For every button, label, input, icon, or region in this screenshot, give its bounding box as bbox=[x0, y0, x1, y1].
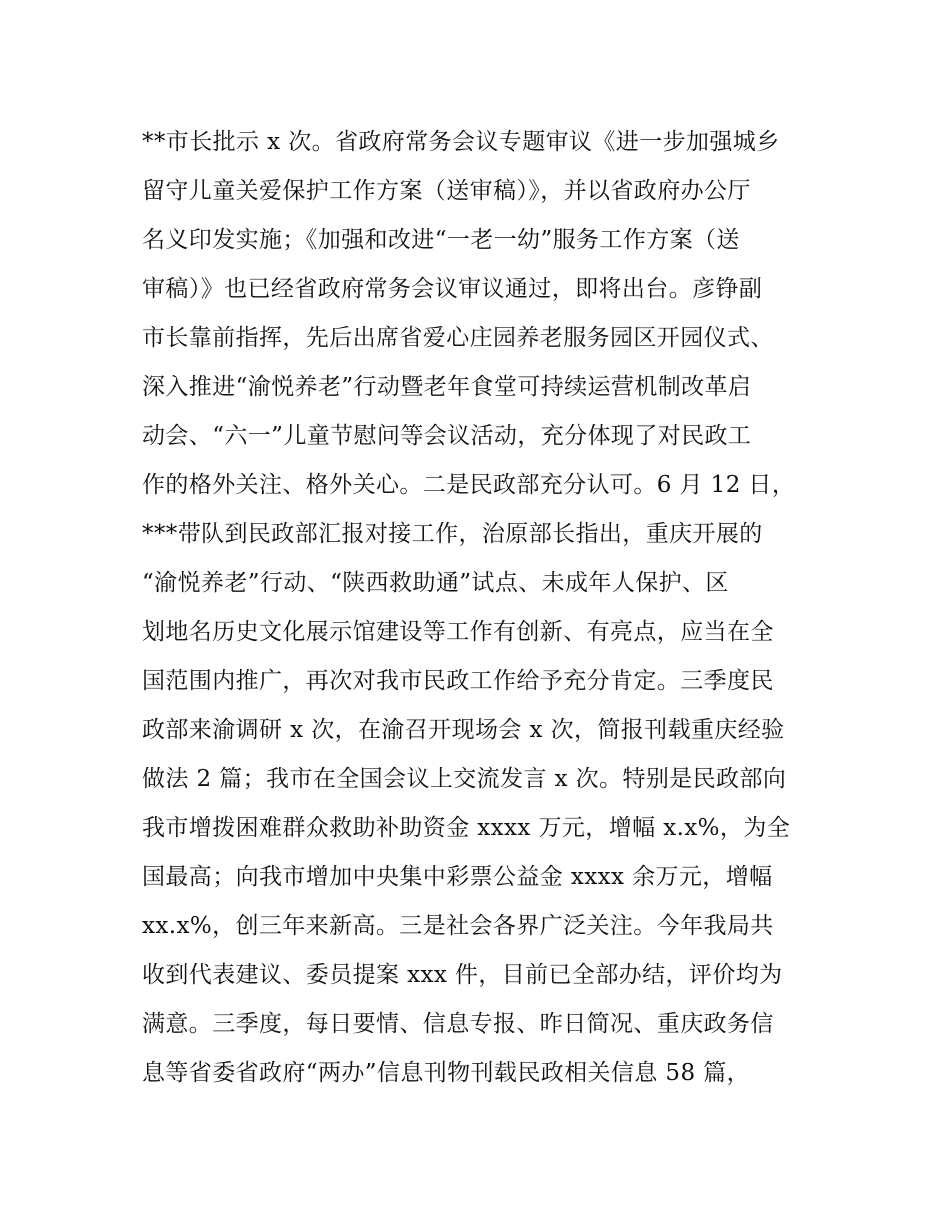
text-line: 我市增拨困难群众救助补助资金 xxxx 万元，增幅 x.x%，为全 bbox=[142, 815, 791, 841]
text-line: 收到代表建议、委员提案 xxx 件，目前已全部办结，评价均为 bbox=[142, 962, 783, 988]
text-line: **市长批示 x 次。省政府常务会议专题审议《进一步加强城乡 bbox=[142, 129, 780, 155]
text-line: 留守儿童关爱保护工作方案（送审稿）》，并以省政府办公厅 bbox=[142, 178, 751, 204]
text-line: 动会、“六一”儿童节慰问等会议活动，充分体现了对民政工 bbox=[142, 423, 752, 449]
body-paragraph bbox=[142, 118, 822, 1098]
text-line: 名义印发实施；《加强和改进“一老一幼”服务工作方案（送 bbox=[142, 227, 740, 253]
text-line: 息等省委省政府“两办”信息刊物刊载民政相关信息 58 篇， bbox=[142, 1060, 751, 1086]
text-line: 满意。三季度，每日要情、信息专报、昨日简况、重庆政务信 bbox=[142, 1011, 774, 1037]
text-line: 深入推进“渝悦养老”行动暨老年食堂可持续运营机制改革启 bbox=[142, 374, 752, 400]
text-line: 审稿）》也已经省政府常务会议审议通过，即将出台。彦铮副 bbox=[142, 276, 763, 302]
text-line: “渝悦养老”行动、“陕西救助通”试点、未成年人保护、区 bbox=[142, 570, 729, 596]
text-line: 市长靠前指挥，先后出席省爱心庄园养老服务园区开园仪式、 bbox=[142, 325, 774, 351]
text-line: 国最高；向我市增加中央集中彩票公益金 xxxx 余万元，增幅 bbox=[142, 864, 773, 890]
text-line: 政部来渝调研 x 次，在渝召开现场会 x 次，简报刊载重庆经验 bbox=[142, 717, 785, 743]
text-line: xx.x%，创三年来新高。三是社会各界广泛关注。今年我局共 bbox=[142, 913, 774, 939]
text-line: 划地名历史文化展示馆建设等工作有创新、有亮点，应当在全 bbox=[142, 619, 774, 645]
text-line: 国范围内推广，再次对我市民政工作给予充分肯定。三季度民 bbox=[142, 668, 774, 694]
text-line: ***带队到民政部汇报对接工作，治原部长指出，重庆开展的 bbox=[142, 521, 763, 547]
text-line: 做法 2 篇；我市在全国会议上交流发言 x 次。特别是民政部向 bbox=[142, 766, 787, 792]
text-line: 作的格外关注、格外关心。二是民政部充分认可。6 月 12 日， bbox=[142, 472, 796, 498]
